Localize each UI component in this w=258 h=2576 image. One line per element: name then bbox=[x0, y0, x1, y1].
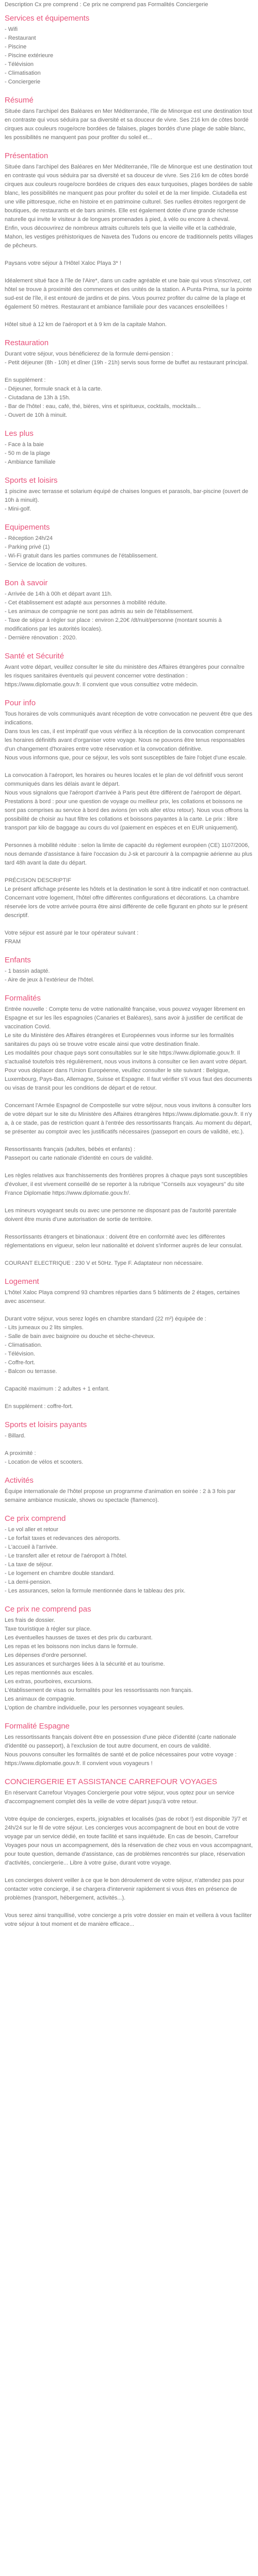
section-title: Sports et loisirs bbox=[5, 476, 58, 485]
section-title: Sports et loisirs payants bbox=[5, 1420, 87, 1429]
paragraph: Les règles relatives aux franchissements des frontières propres à chaque pays sont susceptibles d'évoluer, il est vivement conseillé de se reporter à la rubrique "Conseils aux voyageurs" du site France Diplomatie https://www.diplomatie.gouv.fr/. bbox=[5, 1173, 248, 1196]
bullet-list bbox=[5, 534, 253, 569]
paragraph: A proximité : - Location de vélos et scooters. bbox=[5, 1450, 84, 1465]
paragraph: Entrée nouvelle : Compte tenu de votre nationalité française, vous pouvez voyager librement en Espagne et sur les îles espagnoles (Canaries et Baléares), sans avoir à justifier de certificat de vaccination Covid. Le site du Ministère des Affaires étrangères et Européennes vous informe sur les formalités sanitaires du pays où se trouve votre escale ainsi que votre destination finale. Les modalités pour chaque pays sont consultables sur le site https://www.diplomatie.gouv.fr. Il s'actualisé toutefois très régulièrement, nous vous invitons à consulter ce lien avant votre départ. Pour vous déplacer dans l'Union Européenne, veuillez consulter le site suivant : Belgique, Luxembourg, Pays-Bas, Allemagne, Suisse et Espagne. Il faut vérifier s'il vous faut des documents ou visas de transit pour les conditions de départ et de retour. bbox=[5, 1006, 252, 1091]
list-item: - Face à la baie bbox=[5, 440, 253, 449]
paragraph: Durant votre séjour, vous serez logés en chambre standard (22 m²) équipée de : - Lits jumeaux ou 2 lits simples. - Salle de bain avec baignoire ou douche et sèche-cheveux. - Climatisation. - Télévision. - Coffre-fort. - Balcon ou terrasse. bbox=[5, 1316, 206, 1375]
paragraph: Tous horaires de vols communiqués avant réception de votre convocation ne peuvent être que des indications. Dans tous les cas, il est impératif que vous vérifiez à la réception de la convocation comprenant les horaires définitifs avant d'organiser votre voyage. Nous ne pouvons être tenus responsables d'un changement d'horaires entre votre réservation et la convocation définitive. Nous vous informons que, pour ce séjour, les vols sont susceptibles de faire l'objet d'une escale. bbox=[5, 711, 253, 761]
paragraph: Paysans votre séjour à l'Hôtel Xaloc Playa 3* ! bbox=[5, 260, 121, 266]
section-title: Les plus bbox=[5, 429, 34, 438]
section-title: Pour info bbox=[5, 699, 36, 707]
section-title: Formalité Espagne bbox=[5, 1722, 70, 1731]
paragraph: En supplément : - Déjeuner, formule snack et à la carte. - Ciutadana de 13h à 15h. - Bar de l'hôtel : eau, café, thé, bières, vins et spiritueux, cocktails, mocktails... - Ouvert de 10h à minuit. bbox=[5, 377, 201, 418]
list-item: - Piscine bbox=[5, 43, 253, 52]
paragraph: COURANT ELECTRIQUE : 230 V et 50Hz. Type F. Adaptateur non nécessaire. bbox=[5, 1260, 203, 1266]
paragraph: Située dans l'archipel des Baléares en Mer Méditerranée, l'île de Minorque est une destination tout en contraste qui vous séduira par sa diversité et sa douceur de vivre. Ses 216 km de côtes bordé cirques aux couleurs rouge/ocre bordées de falaises, plages bordés d'une plage de sable blanc, les possibilités ne manquent pas pour profiter du soleil et... bbox=[5, 108, 252, 141]
paragraph: - Billard. bbox=[5, 1433, 26, 1439]
paragraph: La convocation à l'aéroport, les horaires ou heures locales et le plan de vol définitif vous seront communiqués dans les délais avant le départ. Nous vous signalons que l'aéroport d'arrivée à Paris peut être différent de l'aéroport de départ. Prestations à bord : pour une question de voyage ou meilleur prix, les collations et boissons ne sont pas comprises au service à bord des avions (en vols aller et/ou retour). Nous vous offrons la possibilité de choisir au haut filtre les collations et boissons payantes à la carte. Le prix : libre transport par kilo de baggage au cours du vol (paiement en espèces et en EUR uniquement). bbox=[5, 772, 249, 831]
paragraph: Les concierges doivent veiller à ce que le bon déroulement de votre séjour, n'attendez pas pour contacter votre concierge, il se chargera d'intervenir rapidement si vous êtes en présence de problèmes (transport, hébergement, activités...). bbox=[5, 1877, 245, 1901]
list-item: - Service de location de voitures. bbox=[5, 561, 253, 569]
list-item: - Piscine extérieure bbox=[5, 52, 253, 60]
paragraph: Ressortissants français (adultes, bébés et enfants) : Passeport ou carte nationale d'identité en cours de validité. bbox=[5, 1146, 153, 1161]
paragraph: En réservant Carrefour Voyages Conciergerie pour votre séjour, vous optez pour un service d'accompagnement complet dès la veille de votre départ jusqu'à votre retour. bbox=[5, 1790, 235, 1805]
section-title: Equipements bbox=[5, 523, 50, 532]
list-item: - Ambiance familiale bbox=[5, 458, 253, 467]
paragraph: - Le vol aller et retour - Le forfait taxes et redevances des aéroports. - L'accueil à l'arrivée. - Le transfert aller et retour de l'aéroport à l'hôtel. - La taxe de séjour. - Le logement en chambre double standard. - La demi-pension. - Les assurances, selon la formule mentionnée dans le tableau des prix. bbox=[5, 1527, 186, 1594]
paragraph: Durant votre séjour, vous bénéficierez de la formule demi-pension : - Petit déjeuner (8h - 10h) et dîner (19h - 21h) servis sous forme de buffet au restaurant principal. bbox=[5, 351, 249, 366]
paragraph: L'hôtel Xaloc Playa comprend 93 chambres réparties dans 5 bâtiments de 2 étages, certaines avec ascenseur. bbox=[5, 1290, 240, 1304]
section-title: Présentation bbox=[5, 151, 49, 160]
section-title: Santé et Sécurité bbox=[5, 652, 64, 660]
section-title: Logement bbox=[5, 1277, 39, 1286]
section-title: Résumé bbox=[5, 96, 34, 105]
sections-container bbox=[5, 13, 253, 1929]
paragraph: Votre séjour est assuré par le tour opérateur suivant : FRAM bbox=[5, 930, 139, 945]
list-item: - Restaurant bbox=[5, 34, 253, 43]
list-item: - Wifi bbox=[5, 25, 253, 34]
bullet-list bbox=[5, 440, 253, 467]
section-title: Bon à savoir bbox=[5, 579, 48, 587]
paragraph: Capacité maximum : 2 adultes + 1 enfant. bbox=[5, 1386, 110, 1392]
paragraph: PRÉCISION DESCRIPTIF Le présent affichage présente les hôtels et la destination le sont à titre indicatif et non contractuel. Concernant votre logement, l'hôtel offre différentes configurations et décorations. La chambre réservée lors de votre arrivée pourra être ainsi différente de celle figurant en photo sur le présent descriptif. bbox=[5, 877, 250, 919]
section-title: CONCIERGERIE ET ASSISTANCE CARREFOUR VOYAGES bbox=[5, 1777, 217, 1786]
paragraph: Équipe internationale de l'hôtel propose un programme d'animation en soirée : 2 à 3 fois par semaine ambiance musicale, shows ou spectacle (flamenco). bbox=[5, 1488, 236, 1503]
section-title: Formalités bbox=[5, 994, 41, 1003]
paragraph: Concernant l'Armée Espagnol de Compostelle sur votre séjour, nous vous invitons à consulter lors de votre départ sur le site du Ministère des Affaires étrangères https://www.diplomatie.gouv.fr. Il n'y a, à ce stade, pas de restriction quant à l'entrée des ressortissants français. Au moment du départ, se présenter au comptoir avec les justificatifs nécessaires (passeport en cours de validité, etc.). bbox=[5, 1103, 252, 1135]
paragraph: Les mineurs voyageant seuls ou avec une personne ne disposant pas de l'autorité parentale doivent être munis d'une autorisation de sortie de territoire. bbox=[5, 1208, 237, 1223]
paragraph: 1 piscine avec terrasse et solarium équipé de chaises longues et parasols, bar-piscine (ouvert de 10h à minuit). - Mini-golf. bbox=[5, 488, 249, 512]
section-title: Services et équipements bbox=[5, 14, 90, 23]
list-item: - Télévision bbox=[5, 60, 253, 69]
paragraph: Personnes à mobilité réduite : selon la limite de capacité du règlement européen (CE) 1107/2006, nous demande d'assistance à faire l'occasion du J-sk et parcourir à la compagnie aérienne au plus tard 48h avant la date du départ. bbox=[5, 842, 252, 866]
list-item: - 50 m de la plage bbox=[5, 449, 253, 458]
paragraph: Idéalement situé face à l'île de l'Aire*, dans un cadre agréable et une baie qui vous s'inscrivez, cet hôtel se trouve à proximité des commerces et des unités de la station. A Punta Prima, sur la pointe sud-est de l'île, il est entouré de jardins et de pins. Vous pourrez profiter du calme de la plage et également 50 mètres. Restaurant et ambiance familiale pour des vacances ensoleillées ! bbox=[5, 278, 252, 310]
paragraph: Hôtel situé à 12 km de l'aéroport et à 9 km de la capitale Mahon. bbox=[5, 321, 167, 328]
list-item: - Climatisation bbox=[5, 69, 253, 78]
paragraph: Vous serez ainsi tranquillisé, votre concierge a pris votre dossier en main et veillera à vous faciliter votre séjour à tout moment et de manière efficace... bbox=[5, 1912, 252, 1927]
paragraph: Située dans l'archipel des Baléares en Mer Méditerranée, l'île de Minorque est une destination tout en contraste qui vous séduira par sa diversité et sa douceur de vivre. Ses 216 km de côtes bordé cirques aux couleurs rouge/ocre bordées de criques des eaux turquoises, plages bordées de sable blanc, les possibilités ne manquent pas pour profiter du soleil et de la mer limpide. Ciutadella est une ville pittoresque, riche en histoire et en patrimoine culturel. Ses ruelles étroites regorgent de boutiques, de restaurants et de bars animés. Elle est également dotée d'une grande richesse naturelle qui invite le visiteur à de longues promenades à pied, à vélo ou encore à cheval. Enfin, vous découvrirez de nombreux attraits culturels tels que la vieille ville et la cathédrale, Mahon, les vestiges préhistoriques de Naveta des Tudons ou encore de traditionnels petits villages de pêcheurs. bbox=[5, 164, 253, 249]
paragraph: - 1 bassin adapté. - Aire de jeux à l'extérieur de l'hôtel. bbox=[5, 968, 94, 983]
intro-text: Description Cx pre comprend : Ce prix ne comprend pas Formalités Conciergerie bbox=[5, 2, 208, 8]
paragraph: En supplément : coffre-fort. bbox=[5, 1403, 73, 1410]
list-item: - Conciergerie bbox=[5, 78, 253, 87]
paragraph: Avant votre départ, veuillez consulter le site du ministère des Affaires étrangères pour connaître les risques sanitaires éventuels qui peuvent concerner votre destination : https://www.diplomatie.gouv.fr. Il convient que vous consultiez votre médecin. bbox=[5, 664, 245, 688]
section-title: Restauration bbox=[5, 338, 49, 347]
list-item: - Wi-Fi gratuit dans les parties communes de l'établissement. bbox=[5, 552, 253, 561]
list-item: - Parking privé (1) bbox=[5, 543, 253, 552]
section-title: Ce prix ne comprend pas bbox=[5, 1605, 91, 1614]
section-title: Activités bbox=[5, 1476, 34, 1485]
section-title: Ce prix comprend bbox=[5, 1514, 66, 1523]
paragraph: Ressortissants étrangers et binationaux : doivent être en conformité avec les différentes réglementations en vigueur, selon leur nationalité et doivent s'informer auprès de leur consulat. bbox=[5, 1234, 243, 1249]
section-title: Enfants bbox=[5, 956, 31, 964]
paragraph: Les ressortissants français doivent être en possession d'une pièce d'identité (carte nationale d'identité ou passeport), à l'exclusion de tout autre document, en cours de validité. Nous pouvons consulter les formalités de santé et de police nécessaires pour votre voyage : https://www.diplomatie.gouv.fr. Il convient vous voyageurs ! bbox=[5, 1734, 237, 1767]
bullet-list bbox=[5, 25, 253, 87]
paragraph: Votre équipe de concierges, experts, joignables et localisés (pas de robot !) est disponible 7j/7 et 24h/24 sur le fil de votre séjour. Les concierges vous accompagnent de bout en bout de votre voyage par un service dédié, en toute facilité et sans inquiétude. En cas de besoin, Carrefour Voyages pour nous un accompagnement, dès la réservation de chez vous en vous accompagnant, pour toute question, demande d'assistance, cas de problèmes rencontrés sur place, réservation d'activités, conciergerie... Libre à votre guise, durant votre voyage. bbox=[5, 1816, 253, 1866]
list-item: - Réception 24h/24 bbox=[5, 534, 253, 543]
paragraph: - Arrivée de 14h à 00h et départ avant 11h. - Cet établissement est adapté aux personnes à mobilité réduite. - Les animaux de compagnie ne sont pas admis au sein de l'établissement. - Taxe de séjour à régler sur place : environ 2,20€ /dt/nuit/personne (montant soumis à modifications par les autorités locales). - Dernière rénovation : 2020. bbox=[5, 591, 222, 641]
paragraph: Les frais de dossier. Taxe touristique à régler sur place. Les éventuelles hausses de taxes et des prix du carburant. Les repas et les boissons non inclus dans le formule. Les dépenses d'ordre personnel. Les assurances et surcharges liées à la sécurité et au tourisme. Les repas mentionnés aux escales. Les extras, pourboires, excursions. L'établissement de visas ou formalités pour les ressortissants non français. Les animaux de compagnie. L'option de chambre individuelle, pour les personnes voyageant seules. bbox=[5, 1617, 193, 1711]
